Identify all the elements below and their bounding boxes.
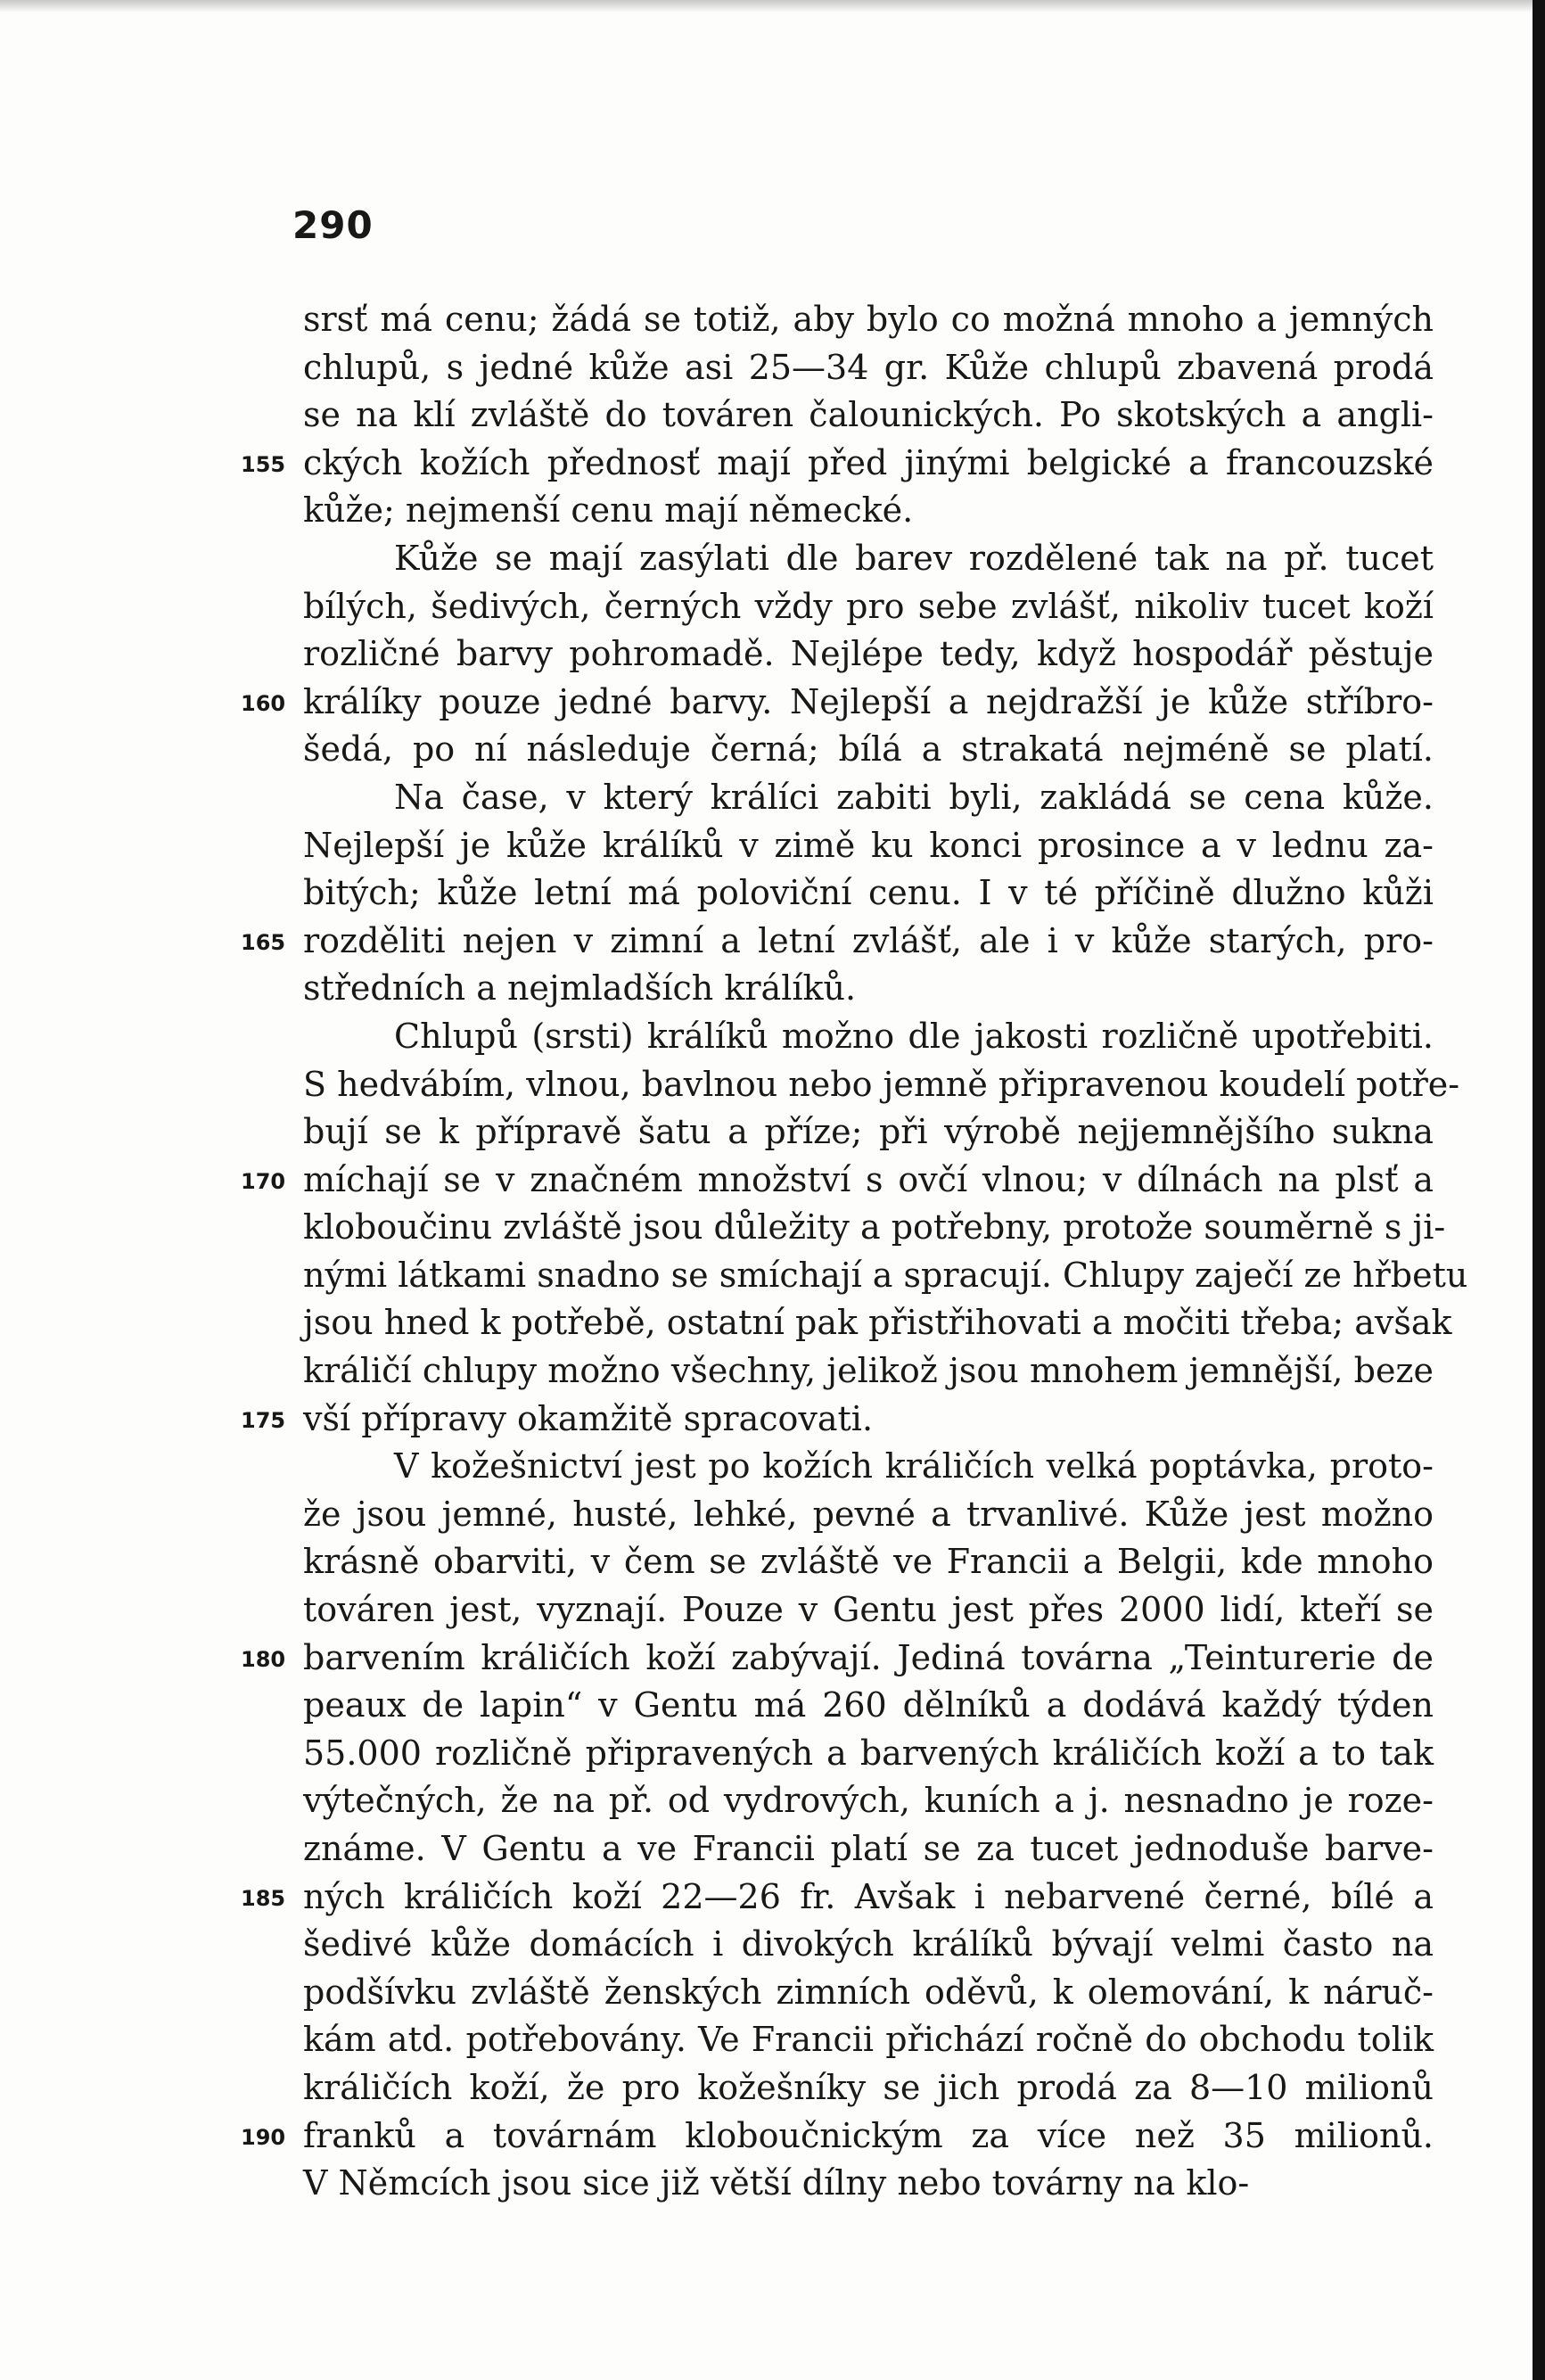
line-text: že jsou jemné, husté, lehké, pevné a trvanlivé. Kůže jest možno [303, 1494, 1434, 1534]
text-line [303, 583, 1434, 631]
line-number: 175 [241, 1407, 286, 1433]
text-line [241, 1635, 1434, 1683]
line-number: 180 [241, 1646, 286, 1672]
text-line [303, 1586, 1434, 1635]
line-text: továren jest, vyznají. Pouze v Gentu jest přes 2000 lidí, kteří se [303, 1590, 1434, 1630]
line-text: kůže; nejmenší cenu mají německé. [303, 490, 914, 531]
line-number: 190 [241, 2124, 286, 2150]
text-line [303, 2160, 1434, 2208]
page-number: 290 [292, 203, 374, 247]
text-line [241, 440, 1434, 488]
text-line [303, 1921, 1434, 1969]
text-line [303, 1730, 1434, 1778]
line-text: Chlupů (srsti) králíků možno dle jakosti rozličně upotřebiti. [394, 1016, 1434, 1056]
line-text: V Němcích jsou sice již větší dílny nebo továrny na klo- [303, 2163, 1250, 2203]
text-line [303, 344, 1434, 392]
line-text: šedá, po ní následuje černá; bílá a strakatá nejméně se platí. [303, 729, 1434, 770]
text-line [241, 918, 1434, 966]
line-text: Kůže se mají zasýlati dle barev rozdělené tak na př. tucet [394, 538, 1434, 578]
line-text: Na čase, v který králíci zabiti byli, zakládá se cena kůže. [394, 777, 1434, 817]
line-text: středních a nejmladších králíků. [303, 968, 857, 1009]
text-line [303, 2064, 1434, 2112]
text-line [303, 1108, 1434, 1157]
line-text: jsou hned k potřebě, ostatní pak přistřihovati a močiti třeba; avšak [303, 1303, 1452, 1343]
line-text: králíky pouze jedné barvy. Nejlepší a nejdražší je kůže stříbro- [303, 681, 1434, 721]
line-text: kloboučinu zvláště jsou důležity a potřebny, protože souměrně s ji- [303, 1207, 1446, 1248]
body-text [241, 296, 1468, 2208]
text-line [303, 1443, 1434, 1491]
line-text: ckých kožích přednosť mají před jinými belgické a francouzské [303, 442, 1434, 482]
text-line [241, 1396, 1434, 1444]
line-text: výtečných, že na př. od vydrových, kuních a j. nesnadno je roze- [303, 1781, 1434, 1821]
text-line [303, 1969, 1434, 2017]
line-text: rozličné barvy pohromadě. Nejlépe tedy, když hospodář pěstuje [303, 634, 1434, 674]
text-line [303, 296, 1434, 344]
line-text: S hedvábím, vlnou, bavlnou nebo jemně připravenou koudelí potře- [303, 1064, 1460, 1104]
line-number: 155 [241, 451, 286, 477]
text-line [303, 726, 1434, 774]
line-text: se na klí zvláště do továren čalounických. Po skotských a angli- [303, 395, 1434, 435]
scan-right-border [1533, 0, 1545, 2380]
text-line [303, 391, 1434, 440]
line-text: peaux de lapin“ v Gentu má 260 dělníků a dodává každý týden [303, 1685, 1434, 1725]
text-line [303, 1777, 1434, 1825]
line-text: barvením králičích koží zabývají. Jediná továrna „Teinturerie de [303, 1637, 1434, 1677]
line-text: rozděliti nejen v zimní a letní zvlášť, ale i v kůže starých, pro- [303, 920, 1434, 960]
text-line [303, 1204, 1446, 1252]
text-line [241, 2112, 1434, 2161]
text-line [303, 1252, 1468, 1300]
line-text: Nejlepší je kůže králíků v zimě ku konci prosince a v lednu za- [303, 825, 1434, 865]
line-text: V kožešnictví jest po kožích králičích velká poptávka, proto- [394, 1446, 1434, 1486]
text-line [303, 2016, 1434, 2064]
text-line [303, 1491, 1434, 1539]
line-text: známe. V Gentu a ve Francii platí se za tucet jednoduše barve- [303, 1829, 1434, 1868]
line-text: bují se k přípravě šatu a příze; při výrobě nejjemnějšího sukna [303, 1112, 1434, 1152]
text-line [303, 1538, 1434, 1586]
line-text: 55.000 rozličně připravených a barvených králičích koží a to tak [303, 1733, 1434, 1773]
text-line [241, 1157, 1434, 1205]
line-text: ných králičích koží 22—26 fr. Avšak i nebarvené černé, bílé a [303, 1876, 1434, 1916]
line-text: králičích koží, že pro kožešníky se jich prodá za 8—10 milionů [303, 2067, 1434, 2107]
line-text: králičí chlupy možno všechny, jelikož jsou mnohem jemnější, beze [303, 1351, 1434, 1391]
text-line [303, 869, 1434, 918]
text-line [241, 679, 1434, 727]
text-line [303, 1013, 1434, 1061]
line-number: 165 [241, 929, 286, 955]
scan-top-edge [0, 0, 1545, 12]
line-text: míchají se v značném množství s ovčí vlnou; v dílnách na plsť a [303, 1159, 1434, 1199]
text-line [303, 1347, 1434, 1396]
line-text: chlupů, s jedné kůže asi 25—34 gr. Kůže chlupů zbavená prodá [303, 347, 1434, 387]
line-number: 185 [241, 1885, 286, 1911]
text-line [303, 965, 1434, 1013]
line-text: kám atd. potřebovány. Ve Francii přichází ročně do obchodu tolik [303, 2020, 1434, 2060]
line-text: srsť má cenu; žádá se totiž, aby bylo co možná mnoho a jemných [303, 300, 1434, 339]
text-line [303, 487, 1434, 535]
text-line [303, 774, 1434, 822]
line-text: podšívku zvláště ženských zimních oděvů, k olemování, k náruč- [303, 1972, 1434, 2012]
line-text: krásně obarviti, v čem se zvláště ve Francii a Belgii, kde mnoho [303, 1542, 1434, 1582]
text-line [303, 822, 1434, 870]
line-text: bílých, šedivých, černých vždy pro sebe zvlášť, nikoliv tucet koží [303, 586, 1434, 626]
text-line [241, 1874, 1434, 1922]
text-line [303, 1682, 1434, 1730]
text-line [303, 1299, 1452, 1347]
line-text: nými látkami snadno se smíchají a spracují. Chlupy zaječí ze hřbetu [303, 1255, 1468, 1295]
line-number: 170 [241, 1168, 286, 1194]
text-line [303, 535, 1434, 583]
line-text: šedivé kůže domácích i divokých králíků bývají velmi často na [303, 1924, 1434, 1964]
text-line [303, 630, 1434, 679]
text-line [303, 1061, 1460, 1109]
line-text: vší přípravy okamžitě spracovati. [303, 1398, 874, 1438]
line-number: 160 [241, 690, 286, 716]
line-text: bitých; kůže letní má poloviční cenu. I v té příčině dlužno kůži [303, 873, 1434, 913]
text-line [303, 1825, 1434, 1874]
line-text: franků a továrnám kloboučnickým za více než 35 milionů. [303, 2115, 1434, 2155]
